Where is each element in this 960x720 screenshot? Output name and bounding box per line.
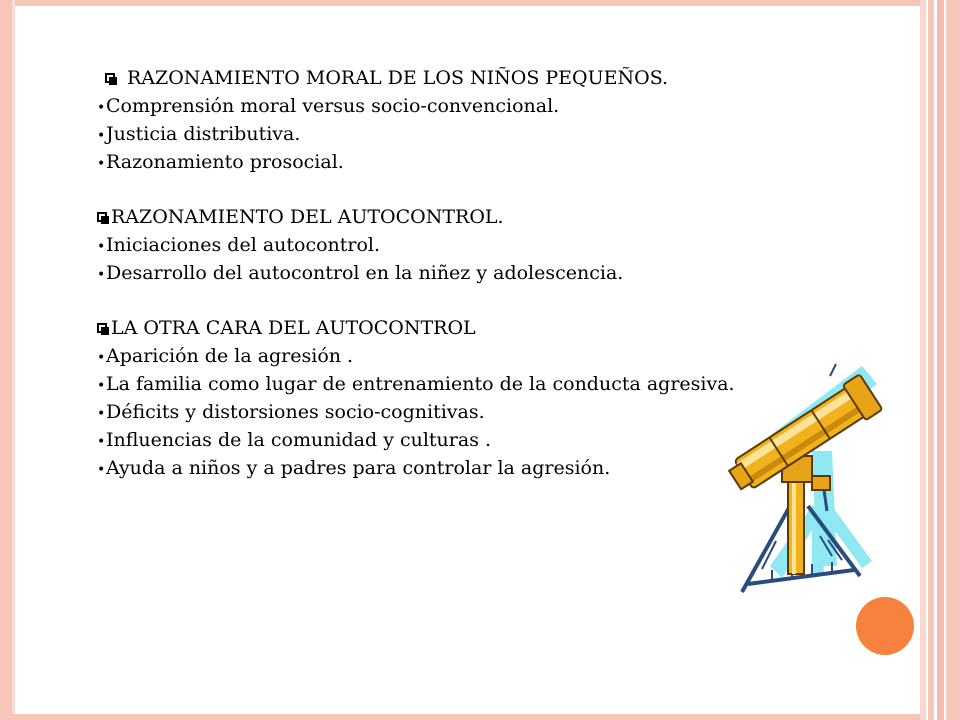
- bullet-icon: •: [97, 156, 106, 172]
- list-item-text: Iniciaciones del autocontrol.: [106, 234, 381, 256]
- list-item: [97, 342, 817, 370]
- stripe: [937, 0, 944, 720]
- heading-text: LA OTRA CARA DEL AUTOCONTROL: [111, 317, 476, 339]
- list-item: [97, 426, 817, 454]
- orange-circle-decoration: [856, 597, 914, 655]
- list-item: [97, 370, 817, 398]
- square-bullet-icon: [97, 323, 107, 333]
- bullet-icon: •: [97, 462, 106, 478]
- list-item-text: Justicia distributiva.: [106, 123, 301, 145]
- list-item: [97, 92, 817, 120]
- list-item: [97, 148, 817, 176]
- section-heading: [97, 314, 817, 342]
- left-border-inner: [12, 0, 15, 720]
- bullet-icon: •: [97, 100, 106, 116]
- bullet-icon: •: [97, 350, 106, 366]
- list-item: [97, 454, 817, 482]
- list-item-text: Comprensión moral versus socio-convencional.: [106, 95, 560, 117]
- list-item: [97, 120, 817, 148]
- bullet-icon: •: [97, 128, 106, 144]
- bullet-icon: •: [97, 267, 106, 283]
- list-item-text: Desarrollo del autocontrol en la niñez y adolescencia.: [106, 262, 624, 284]
- list-item-text: Razonamiento prosocial.: [106, 151, 344, 173]
- telescope-clipart: [712, 356, 892, 601]
- list-item-text: Ayuda a niños y a padres para controlar la agresión.: [106, 457, 611, 479]
- bullet-icon: •: [97, 434, 106, 450]
- section-heading: [97, 64, 817, 92]
- right-decorative-stripes: [920, 0, 960, 720]
- slide-content: [97, 64, 817, 482]
- bottom-border: [0, 714, 960, 720]
- spacer: [97, 287, 817, 314]
- list-item: [97, 259, 817, 287]
- list-item-text: Aparición de la agresión .: [106, 345, 354, 367]
- left-border: [0, 0, 12, 720]
- top-border: [0, 0, 960, 6]
- stripe: [946, 0, 960, 720]
- bullet-icon: •: [97, 406, 106, 422]
- square-bullet-icon: [97, 212, 107, 222]
- list-item: [97, 398, 817, 426]
- list-item-text: La familia como lugar de entrenamiento de la conducta agresiva.: [106, 373, 735, 395]
- bullet-icon: •: [97, 378, 106, 394]
- bullet-icon: •: [97, 239, 106, 255]
- list-item-text: Déficits y distorsiones socio-cognitivas.: [106, 401, 485, 423]
- list-item: [97, 231, 817, 259]
- heading-text: RAZONAMIENTO MORAL DE LOS NIÑOS PEQUEÑOS.: [127, 67, 669, 89]
- list-item-text: Influencias de la comunidad y culturas .: [106, 429, 492, 451]
- section-heading: [97, 203, 817, 231]
- square-bullet-icon: [105, 73, 115, 83]
- spacer: [97, 176, 817, 203]
- heading-text: RAZONAMIENTO DEL AUTOCONTROL.: [111, 206, 504, 228]
